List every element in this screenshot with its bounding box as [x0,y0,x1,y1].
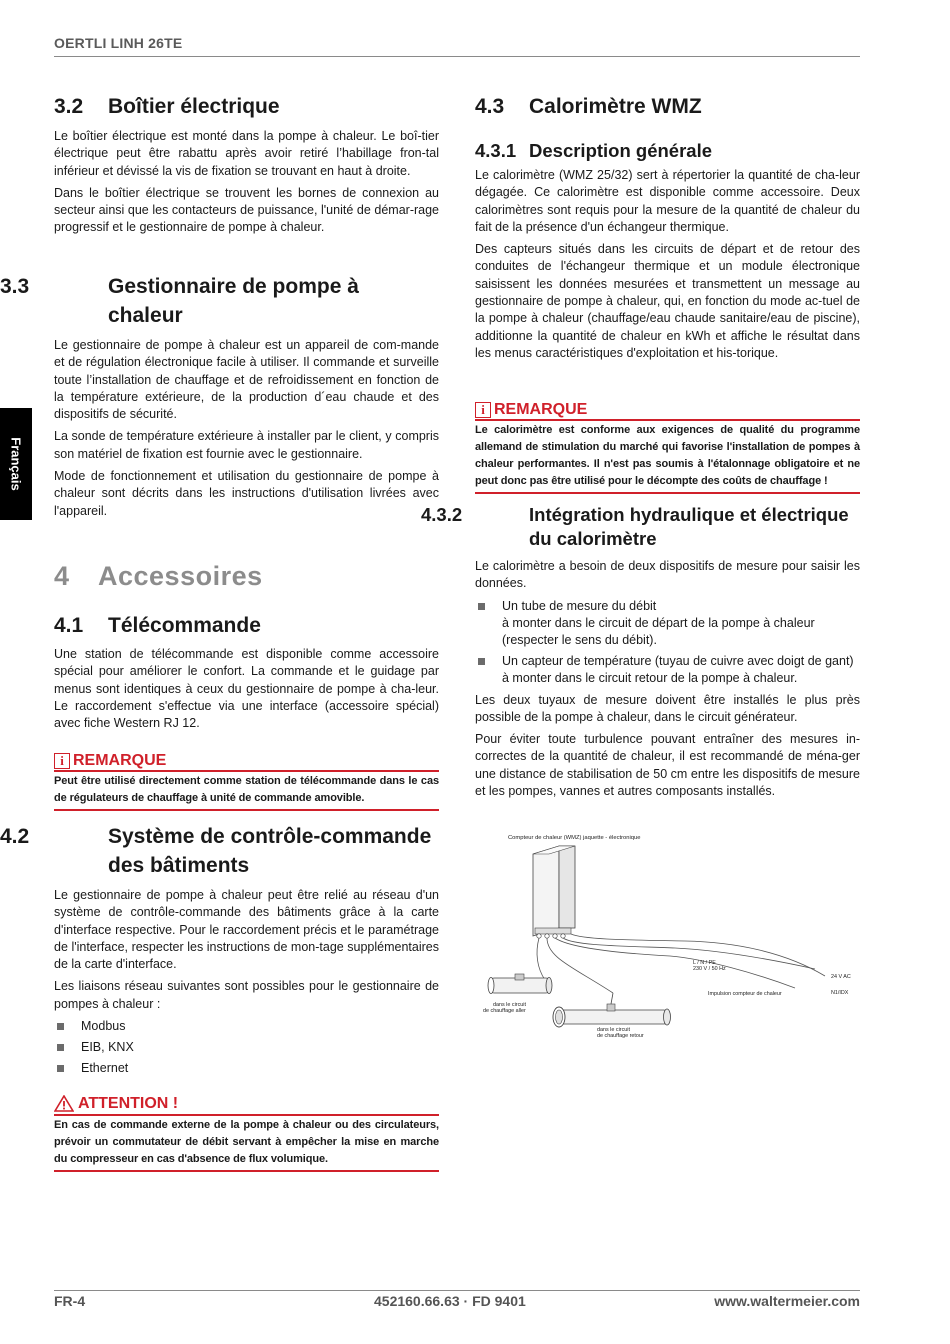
section-3-2 [54,92,439,242]
note-remarque-2 [475,400,860,494]
diagram-label-retour: de chauffage retour [597,1033,644,1039]
section-number: 3.3 [0,275,30,298]
note-header [54,1093,439,1116]
page-number: FR-4 [54,1293,86,1309]
paragraph: Les deux tuyaux de mesure doivent être installés le plus près possible de la pompe à chaleur, dans le circuit générateur. [475,692,860,724]
bullet-list [475,598,860,688]
paragraph: La sonde de température extérieure à installer par le client, y compris son matériel de fixation est fournie avec le gestionnaire. [54,429,439,461]
bullet-square-icon [57,1065,64,1072]
info-icon: i [475,402,491,418]
section-title: Système de contrôle-commande des bâtiments [108,825,432,877]
list-item-detail: à monter dans le circuit de départ de la pompe à chaleur (respecter le sens du débit). [502,615,815,648]
section-4-3-2 [421,503,860,805]
section-title: Description générale [529,140,713,161]
note-remarque-1 [54,751,439,811]
list-item-detail: à monter dans le circuit retour de la pompe à chaleur. [502,671,798,686]
diagram-label-n1: N1/IDX [831,990,849,996]
list-item-text: EIB, KNX [81,1039,134,1054]
list-item [475,653,860,688]
section-heading [0,272,439,330]
section-title: Intégration hydraulique et électrique du calorimètre [529,504,849,549]
header-rule [54,56,860,57]
diagram-label-aller: de chauffage aller [483,1008,526,1014]
subsection-heading [421,503,860,551]
section-number: 4.3 [475,95,505,118]
section-number: 3.2 [54,95,84,118]
section-number: 4.3.2 [421,504,463,525]
chapter-4 [54,559,439,593]
bullet-list [54,1018,439,1077]
section-4-3-1 [475,139,860,367]
chapter-title: Accessoires [98,561,263,591]
list-item [54,1060,439,1077]
flow-tube-icon [488,974,552,994]
diagram-label-impulse: Impulsion compteur de chaleur [708,991,782,997]
paragraph: Les liaisons réseau suivantes sont possibles pour le gestionnaire de pompes à chaleur : [54,979,439,1011]
diagram-label-24v: 24 V AC [831,974,851,980]
section-4-1 [54,611,439,737]
section-title: Gestionnaire de pompe à chaleur [108,275,359,327]
paragraph: Pour éviter toute turbulence pouvant entraîner des mesures in-correctes de la quantité de chaleur, il est recommandé de ména-ger une distance de stabilisation de 50 cm entre les dispositifs de mesure et les pompes, vannes et autres composants installés. [475,732,860,799]
paragraph: Mode de fonctionnement et utilisation du gestionnaire de pompe à chaleur sont décrits dans les instructions d'utilisation livrées avec l'appareil. [54,469,439,518]
section-title: Boîtier électrique [108,95,280,118]
section-number: 4.3.1 [475,140,517,161]
subsection-heading [475,139,860,163]
chapter-number: 4 [54,561,70,591]
language-tab [0,408,32,520]
section-heading [0,822,439,880]
paragraph: Le gestionnaire de pompe à chaleur peut être relié au réseau d'un système de contrôle-commande des bâtiments grâce à la carte d'interface respective. Pour le raccordement précis et le paramétrage de l'interface, respecter les instructions de mon-tage supplémentaires de la carte d'interface. [54,888,439,972]
note-label: REMARQUE [494,401,588,418]
note-header [475,400,860,421]
language-tab-label: Français [8,437,24,491]
section-title: Télécommande [108,614,261,637]
bullet-square-icon [478,603,485,610]
header-title: OERTLI LINH 26TE [54,35,183,51]
diagram-caption: Compteur de chaleur (WMZ) jaquette - électronique [508,835,641,841]
section-4-2 [0,822,439,1081]
note-header [54,751,439,772]
warning-triangle-icon [54,1095,74,1112]
diagram-label-retour: dans le circuit [597,1027,630,1033]
section-number: 4.2 [0,825,30,848]
note-label: ATTENTION ! [78,1095,179,1112]
paragraph: Le calorimètre (WMZ 25/32) sert à répertorier la quantité de cha-leur dégagée. Ce calorimètre est disponible comme accessoire. Deux calorimètres sont requis pour la mesure de la quantité de chaleur du fait de la présence d'un échangeur thermique. [475,168,860,234]
info-icon: i [54,753,70,769]
diagram-label-lnpe: L / N / PE [693,960,716,966]
bullet-square-icon [478,658,485,665]
section-4-3 [475,92,860,121]
section-title: Calorimètre WMZ [529,95,702,118]
paragraph: Dans le boîtier électrique se trouvent les bornes de connexion au secteur ainsi que les contacteurs de puissance, l'unité de démar-rage progressif et le gestionnaire de pompe à chaleur. [54,185,439,235]
chapter-heading [54,559,439,593]
section-heading [54,92,439,121]
electronic-box-icon [533,846,575,938]
cables [537,934,825,993]
diagram-label-voltage: 230 V / 50 Hz [693,966,726,972]
list-item-text: Ethernet [81,1060,129,1075]
section-heading [475,92,860,121]
bullet-square-icon [57,1044,64,1051]
list-item-text: Modbus [81,1019,126,1034]
list-item [54,1039,439,1056]
section-number: 4.1 [54,614,84,637]
note-label: REMARQUE [73,752,167,769]
list-item-text: Un tube de mesure du débit [502,598,657,613]
note-text: Peut être utilisé directement comme station de télécommande dans le cas de régulateurs de chauffage à unité de commande amovible. [54,772,439,811]
paragraph: Le boîtier électrique est monté dans la pompe à chaleur. Le boî-tier électrique peut être rabattu après avoir retiré l’habillage fron-tal inférieur et dévissé la vis de fixation se trouvant en haut à droite. [54,129,439,178]
paragraph: Le calorimètre a besoin de deux dispositifs de mesure pour saisir les données. [475,559,860,591]
paragraph: Une station de télécommande est disponible comme accessoire spécial pour améliorer le confort. La commande et le guidage par menus sont identiques à ceux du gestionnaire de pompe à cha-leur. Le raccordement s'effectue via une interface (accessoire spécial) avec fiche Western RJ 12. [54,647,439,731]
document-reference: 452160.66.63 · FD 9401 [374,1293,526,1309]
heat-meter-diagram [475,828,860,1040]
list-item [475,598,860,650]
note-attention [54,1093,439,1172]
paragraph: Des capteurs situés dans les circuits de départ et de retour des conduites de l'échangeur thermique et un module électronique saisissent les données mesurées et transmettent un message au gestionnaire de pompe à chaleur, qui, en fonction du mode ac-tuel de la pompe à chaleur (chauffage/eau chaude sanitaire/eau de piscine), additionne la quantité de chaleur en kWh et affiche le résultat dans les menus caractéristiques d'exploitation et his-torique. [475,242,860,360]
section-heading [54,611,439,640]
website-link[interactable]: www.waltermeier.com [714,1293,860,1309]
footer-rule [54,1290,860,1291]
bullet-square-icon [57,1023,64,1030]
list-item [54,1018,439,1035]
paragraph: Le gestionnaire de pompe à chaleur est un appareil de com-mande et de régulation électronique facile à utiliser. Il commande et surveille toute l’installation de chauffage et de refroidissement en fonction de la température extérieure, de la production d´eau chaude et des dispositifs de sécurité. [54,338,439,422]
note-text: Le calorimètre est conforme aux exigences de qualité du programme allemand de stimulation du marché qui favorise l'installation de pompes à chaleur performantes. Il n'est pas soumis à l'étalonnage obligatoire et ne peut donc pas être utilisé pour le décompte des coûts de chauffage ! [475,421,860,494]
diagram-label-aller: dans le circuit [493,1002,526,1008]
return-pipe-icon [553,993,671,1027]
note-text: En cas de commande externe de la pompe à chaleur ou des circulateurs, prévoir un commutateur de débit servant à empêcher la mise en marche du compresseur en cas d'absence de flux volumique. [54,1116,439,1172]
list-item-text: Un capteur de température (tuyau de cuivre avec doigt de gant) [502,653,854,668]
